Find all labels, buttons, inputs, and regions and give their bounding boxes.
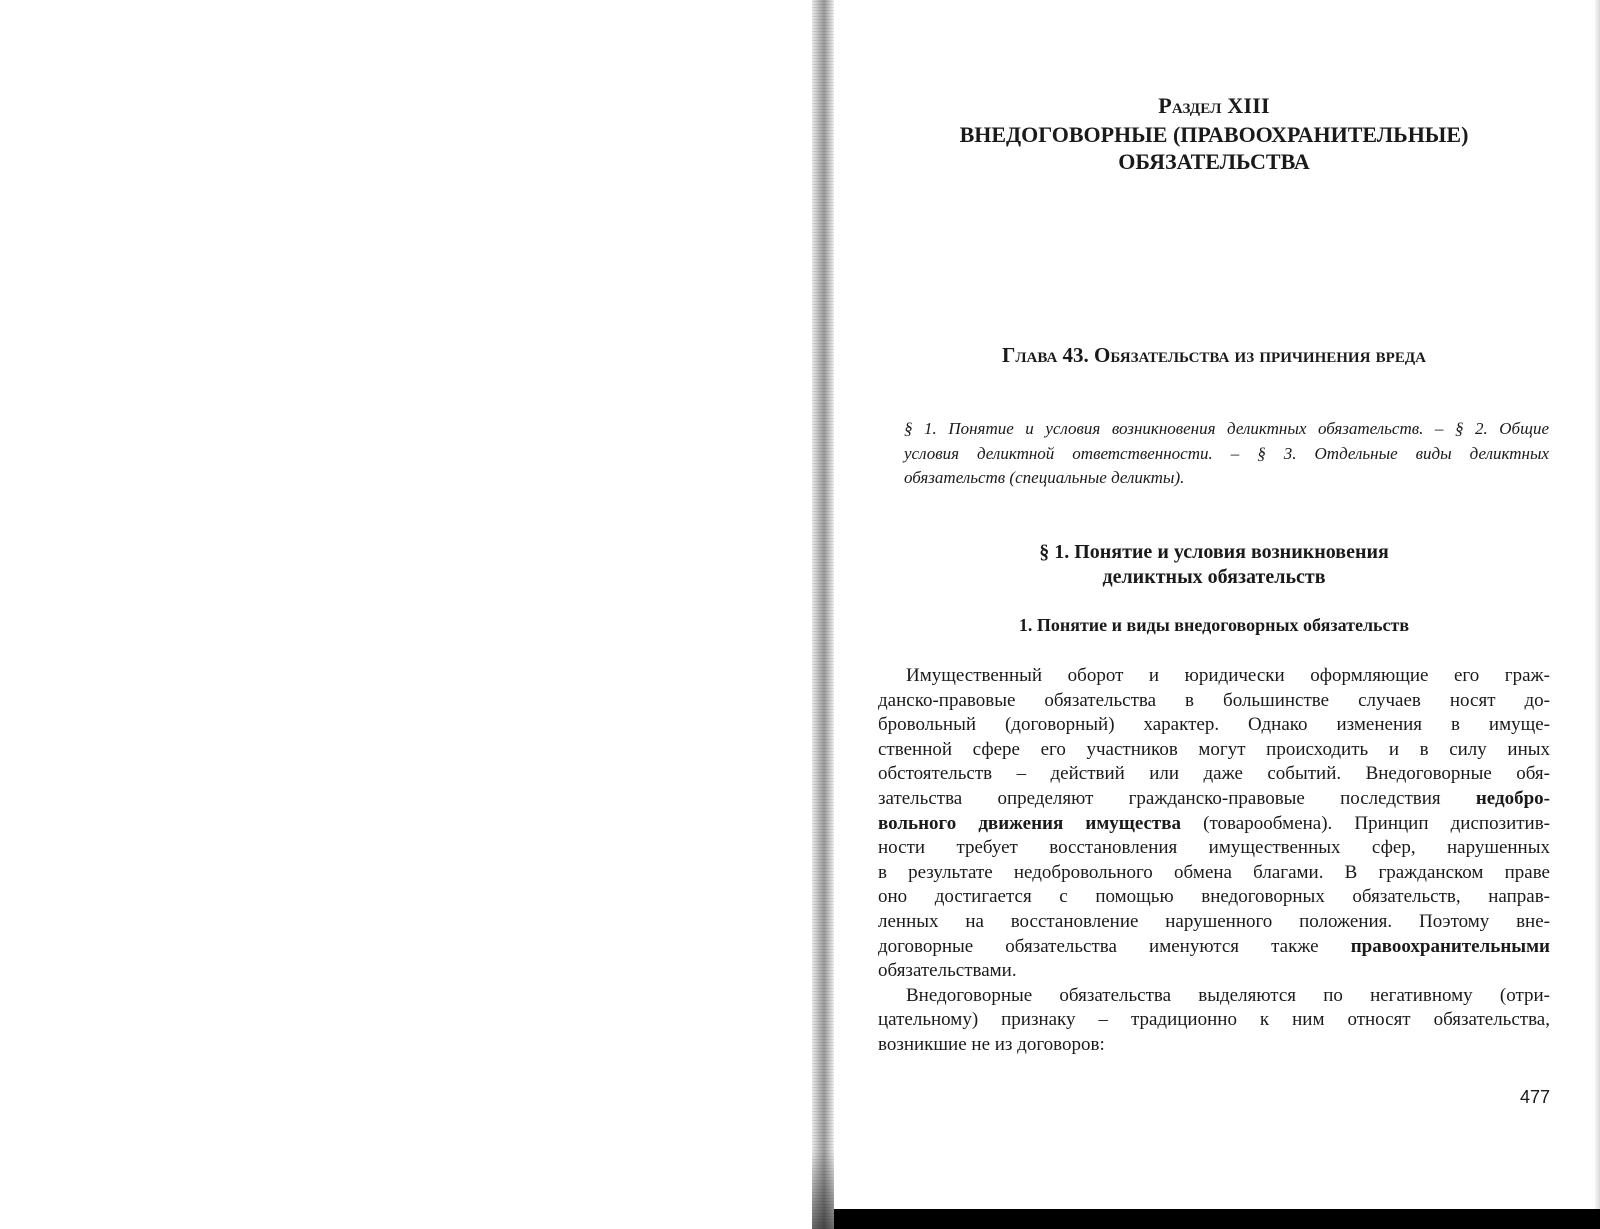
body-line: возникшие не из договоров: <box>878 1033 1105 1055</box>
contents-line: условия деликтной ответственности. – § 3. Отдельные виды деликтных <box>904 443 1549 463</box>
section-title <box>834 121 1594 175</box>
body-line: Имущественный оборот и юридически оформляющие его граж- <box>906 665 1550 686</box>
chapter-contents <box>904 417 1549 491</box>
body-text-run: договорные обязательства именуются также <box>878 935 1351 957</box>
contents-line: обязательств (специальные деликты). <box>904 468 1185 488</box>
bold-term: недобро- <box>1475 787 1550 809</box>
section-title-line: ОБЯЗАТЕЛЬСТВА <box>1118 149 1310 174</box>
gutter-scan-noise <box>812 0 834 1229</box>
body-text-run: (товарообмена). Принцип диспозитив- <box>1181 812 1551 834</box>
right-page <box>834 0 1594 1209</box>
body-line: оно достигается с помощью внедоговорных обязательств, направ- <box>878 886 1550 908</box>
bold-term: правоохранительными <box>1350 935 1550 957</box>
section-title-line: ВНЕДОГОВОРНЫЕ (ПРАВООХРАНИТЕЛЬНЫЕ) <box>959 122 1469 147</box>
scan-bottom-band <box>834 1209 1600 1229</box>
section-label: Раздел XIII <box>1158 93 1270 118</box>
bold-term: вольного движения имущества <box>878 812 1182 834</box>
body-line: ленных на восстановление нарушенного положения. Поэтому вне- <box>878 910 1550 932</box>
body-line <box>878 787 1550 812</box>
body-line <box>878 812 1550 837</box>
body-line: в результате недобровольного обмена благами. В гражданском праве <box>878 861 1550 883</box>
body-line <box>878 935 1550 960</box>
paragraph-heading-line: деликтных обязательств <box>1102 566 1326 588</box>
body-line: обязательствами. <box>878 960 1017 982</box>
subheading: 1. Понятие и виды внедоговорных обязательств <box>1018 615 1410 635</box>
body-text <box>878 664 1550 1058</box>
body-line: ственной сфере его участников могут происходить и в силу иных <box>878 738 1550 760</box>
body-line: ности требует восстановления имущественных сфер, нарушенных <box>878 837 1550 859</box>
page-right-edge <box>1594 0 1600 1209</box>
chapter-title: Глава 43. Обязательства из причинения вреда <box>1002 343 1426 367</box>
body-line: данско-правовые обязательства в большинстве случаев носят до- <box>878 689 1550 711</box>
body-line: обстоятельств – действий или даже событий. Внедоговорные обя- <box>878 763 1550 785</box>
paragraph-heading-line: § 1. Понятие и условия возникновения <box>1039 541 1389 563</box>
body-line: Внедоговорные обязательства выделяются по негативному (отри- <box>906 984 1550 1006</box>
page-number: 477 <box>1519 1087 1550 1107</box>
body-line: бровольный (договорный) характер. Однако изменения в имуще- <box>878 714 1550 736</box>
paragraph-heading <box>834 540 1594 590</box>
body-line: цательному) признаку – традиционно к ним относят обязательства, <box>878 1009 1550 1031</box>
body-text-run: зательства определяют гражданско-правовые последствия <box>878 787 1476 809</box>
gutter-shadow <box>812 1150 834 1229</box>
contents-line: § 1. Понятие и условия возникновения деликтных обязательств. – § 2. Общие <box>904 419 1549 438</box>
